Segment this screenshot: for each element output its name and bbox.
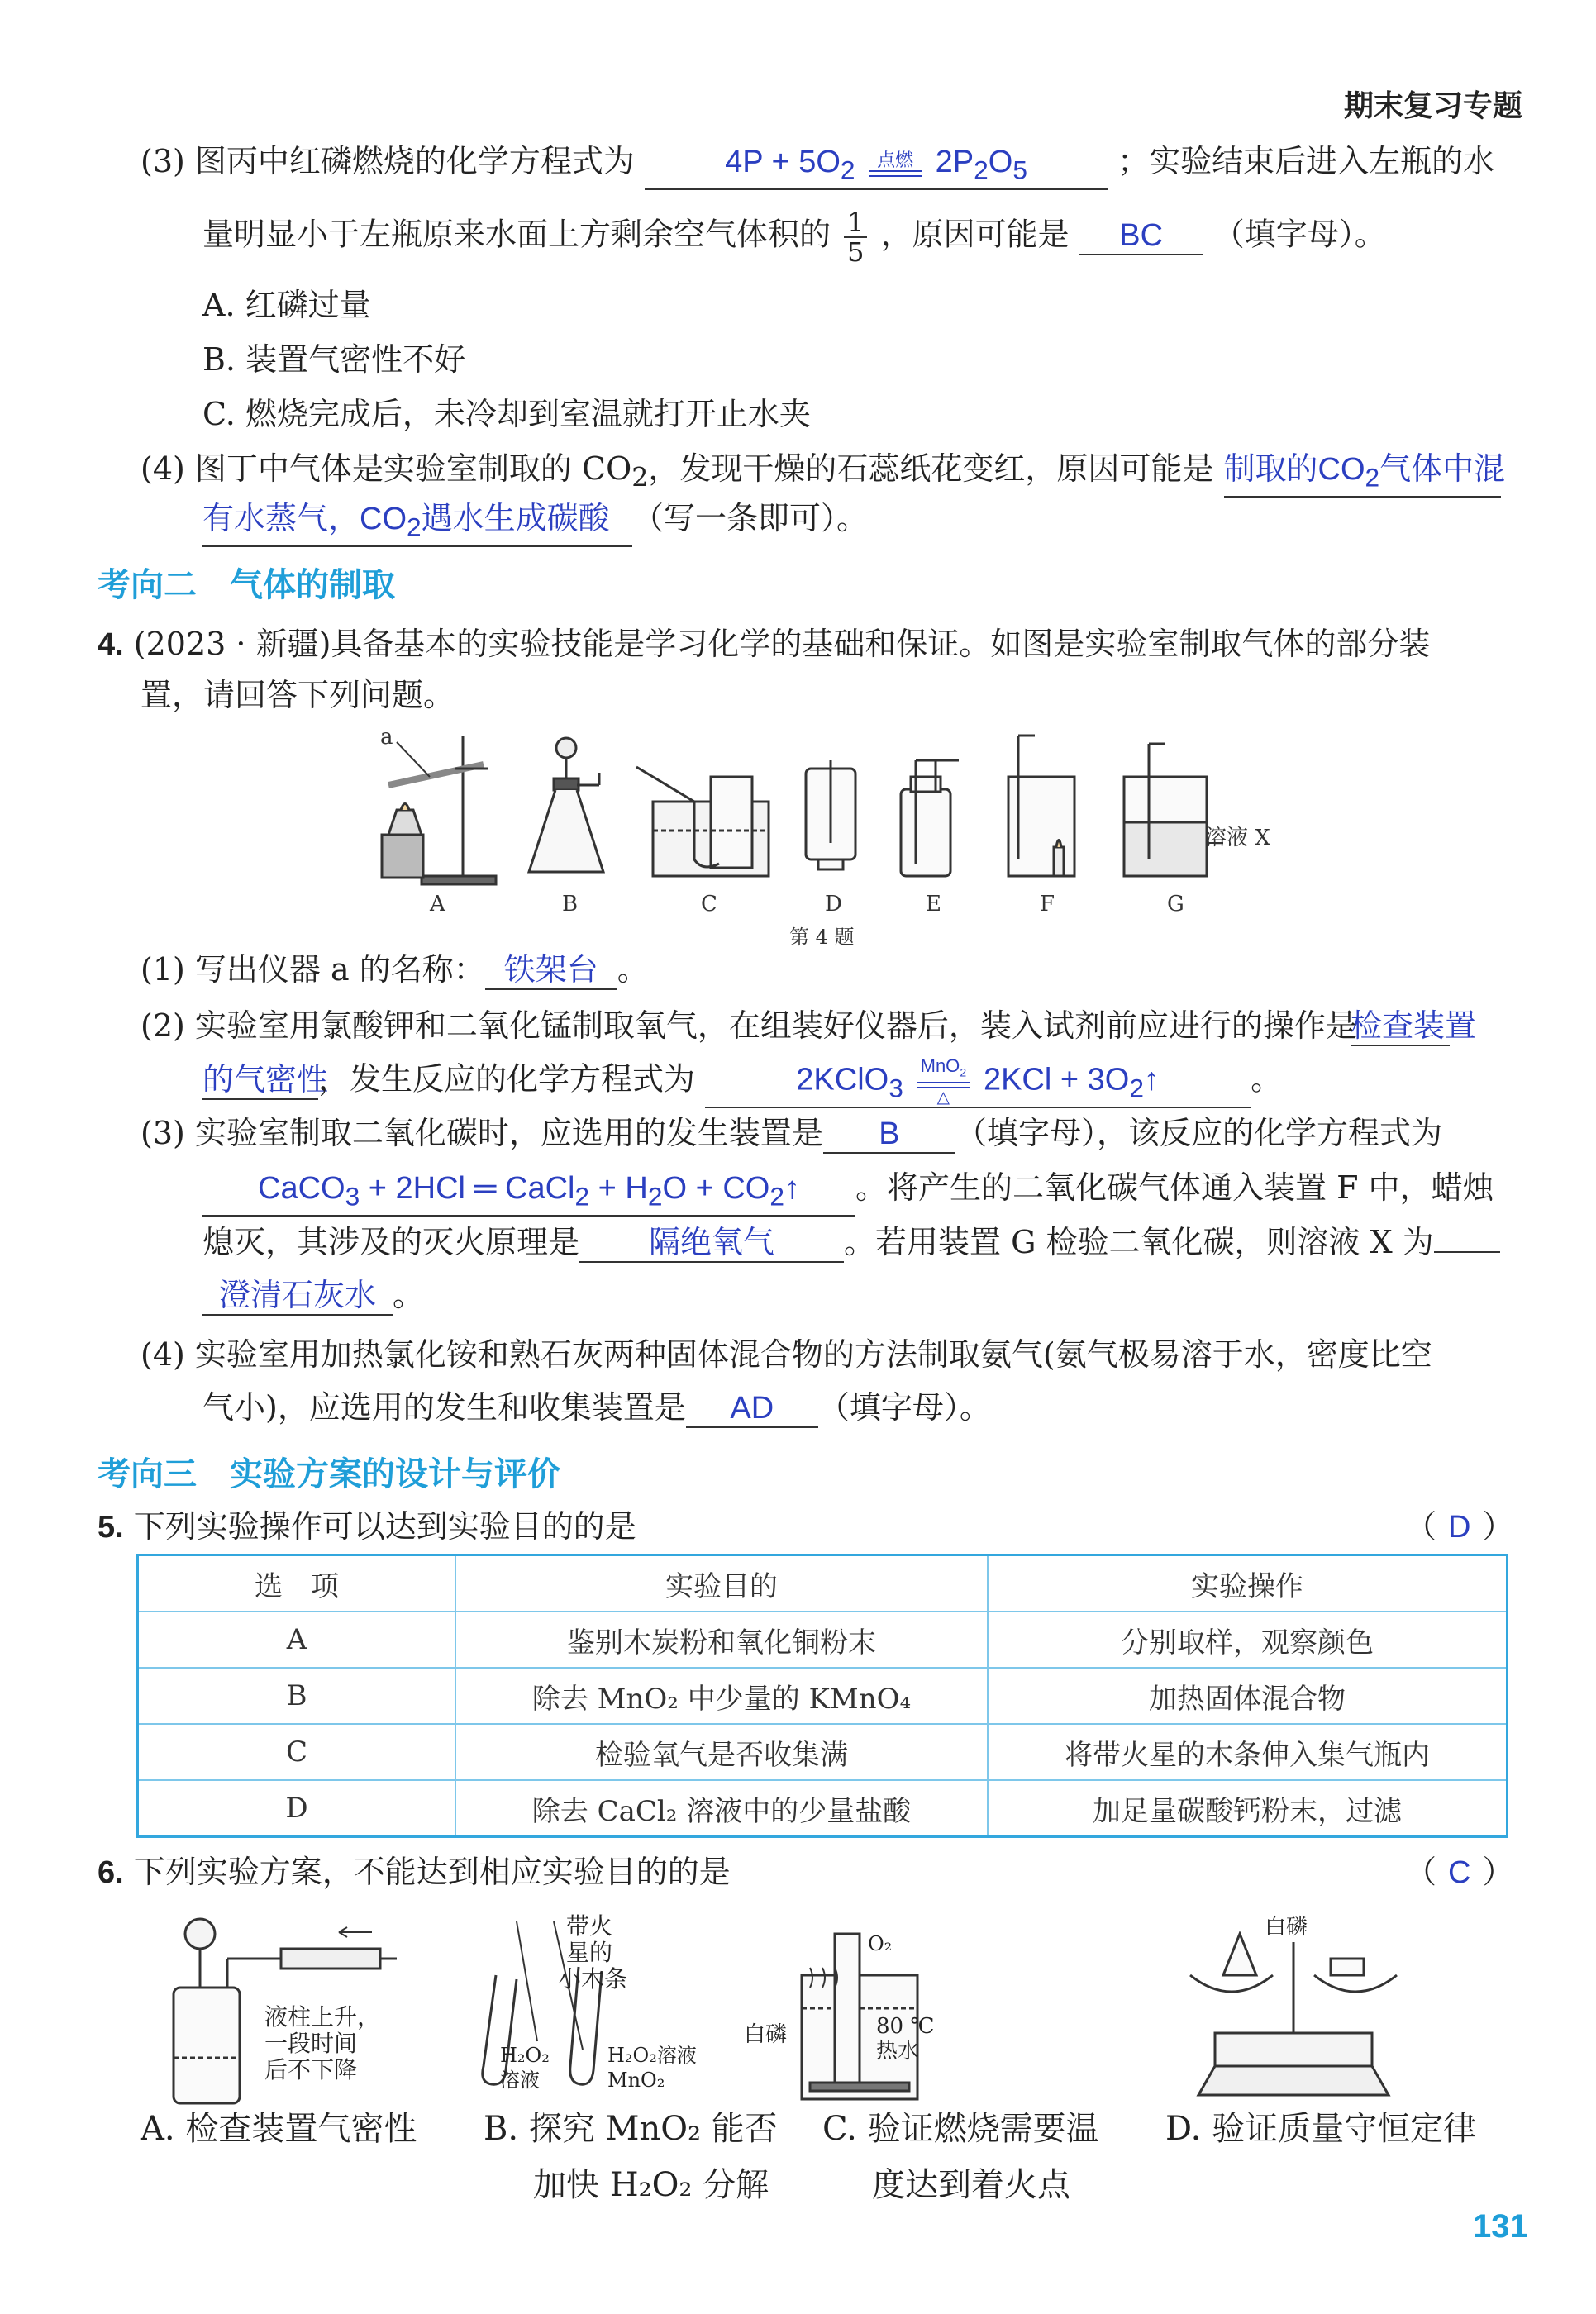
eq-sub2: 2 [974, 155, 989, 185]
apparatus-b [529, 738, 603, 872]
q3-option-a: A. 红磷过量 [202, 287, 371, 323]
apparatus-a [380, 727, 496, 884]
table-cell: C [138, 1724, 456, 1780]
q4-number: 4. [98, 627, 124, 662]
q4-p3-end: 。 [393, 1277, 425, 1313]
figure-label-b: B [562, 892, 579, 917]
q4-p4-label: (4) [141, 1336, 185, 1373]
figure-caption: 第 4 题 [789, 926, 855, 949]
q3-part4-label: (4) [141, 450, 185, 487]
hcl-cacl: + 2HCl ═ CaCl [360, 1171, 575, 1206]
o2-sub: 2 [1129, 1073, 1144, 1103]
figB-left-1: H₂O₂ [500, 2044, 550, 2067]
figB-right-2: MnO₂ [607, 2069, 665, 2092]
q4-p1-label: (1) [141, 951, 185, 988]
q4-p3-text5: 。若用装置 G 检验二氧化碳，则溶液 X 为 [844, 1224, 1434, 1260]
kclo3-sub: 3 [889, 1073, 903, 1103]
q4-p3-text3: 。将产生的二氧化碳气体通入装置 F 中，蜡烛 [855, 1169, 1494, 1206]
q3-part4-text1: 图丁中气体是实验室制取的 CO [194, 450, 632, 487]
figure-label-solution-x: 溶液 X [1205, 826, 1270, 850]
figure-label-g: G [1167, 892, 1184, 917]
bracket-right: ） [1482, 1854, 1514, 1890]
q4-part3-line2 [202, 1165, 1494, 1217]
q3-part4-sub: 2 [631, 463, 649, 493]
q4-part4-line1 [141, 1332, 1432, 1377]
eq-left: 4P + 5O [725, 145, 841, 179]
figure-d-balance [1190, 1934, 1397, 2095]
heat-sign: △ [936, 1088, 950, 1107]
figure-label-a: A [430, 892, 445, 917]
q6-option-a: A. 检查装置气密性 [141, 2110, 417, 2148]
q4-part3-answer3: 澄清石灰水 [202, 1278, 393, 1316]
q6-option-c-line2: 度达到着火点 [872, 2166, 1070, 2204]
table-cell: B [138, 1668, 456, 1724]
q4-p3-label: (3) [141, 1115, 185, 1151]
h2-sub: 2 [647, 1181, 663, 1212]
figB-right-1: H₂O₂溶液 [607, 2044, 697, 2067]
eq-condition [869, 150, 922, 177]
apparatus-d [806, 760, 855, 869]
table-cell: 加热固体混合物 [988, 1668, 1508, 1724]
section-title-gas-preparation: 考向二 气体的制取 [98, 567, 395, 603]
q6-figures [149, 1909, 1537, 2116]
figC-water: 热水 [876, 2039, 920, 2064]
table-cell: D [138, 1780, 456, 1837]
figA-text-2: 一段时间 [264, 2030, 358, 2057]
apparatus-c [636, 767, 769, 876]
q4-part4-answer: AD [686, 1390, 818, 1428]
table-header-operation: 实验操作 [988, 1555, 1508, 1612]
q3-line2a: 量明显小于左瓶原来水面上方剩余空气体积的 [202, 216, 831, 253]
q4-p3-text4: 熄灭，其涉及的灭火原理是 [202, 1224, 580, 1260]
q6-option-b-line2: 加快 H₂O₂ 分解 [533, 2166, 769, 2204]
q3-part3-text2: ；实验结束后进入左瓶的水 [1117, 143, 1495, 179]
q6-option-d: D. 验证质量守恒定律 [1165, 2110, 1477, 2148]
q3-line2b: ，原因可能是 [880, 216, 1070, 253]
q4-part2-answer-b: 的气密性 [202, 1062, 318, 1100]
co2-sub: 2 [769, 1181, 784, 1212]
table-row [138, 1612, 1508, 1668]
q3-part3-line1 [141, 139, 1494, 190]
kclo3: 2KClO [796, 1062, 889, 1097]
bracket-left: （ [1405, 1508, 1437, 1545]
figure-label-d: D [825, 892, 842, 917]
figC-temp: 80 ℃ [876, 2014, 935, 2039]
q4-apparatus-figure [364, 727, 1289, 950]
q5-number: 5. [98, 1510, 124, 1545]
q4-p3-text: 实验室制取二氧化碳时，应选用的发生装置是 [194, 1115, 823, 1151]
figB-top-2: 星的 [566, 1939, 613, 1966]
gas-arrow: ↑ [1143, 1062, 1160, 1097]
ans-d: 遇水生成碳酸 [421, 502, 610, 536]
table-cell: 将带火星的木条伸入集气瓶内 [988, 1724, 1508, 1780]
q4-p4-text2: 气小)，应选用的发生和收集装置是 [202, 1389, 686, 1426]
eq-right: 2P [935, 145, 974, 179]
table-header-row [138, 1555, 1508, 1612]
ans-b: 气体中混 [1379, 452, 1506, 487]
q3-part4-answer-b [202, 501, 632, 547]
figC-o2: O₂ [868, 1932, 893, 1955]
q4-part1 [141, 947, 649, 992]
figD-phosphorus: 白磷 [1265, 1915, 1308, 1940]
apparatus-f [1008, 736, 1074, 876]
q6-option-b-line1: B. 探究 MnO₂ 能否 [484, 2110, 778, 2148]
q6-stem-text: 下列实验方案，不能达到相应实验目的的是 [133, 1854, 731, 1890]
figure-label-a-instrument: a [380, 727, 393, 750]
q4-part2-line1 [141, 1003, 1477, 1048]
ans-c-sub: 2 [407, 512, 422, 542]
q6-option-c-line1: C. 验证燃烧需要温 [822, 2110, 1099, 2148]
table-cell: 加足量碳酸钙粉末，过滤 [988, 1780, 1508, 1837]
table-cell: 除去 CaCl₂ 溶液中的少量盐酸 [455, 1780, 988, 1837]
q3-part3-label: (3) [141, 143, 185, 179]
caco3-sub: 3 [345, 1181, 360, 1212]
q4-part3-line1 [141, 1111, 1442, 1155]
eq-sub3: 5 [1012, 155, 1027, 185]
ans-a: 制取的CO [1223, 452, 1365, 487]
q4-part3-line3 [202, 1220, 1500, 1264]
eq-bar [869, 170, 922, 177]
figB-top-1: 带火 [566, 1912, 613, 1940]
table-cell: 鉴别木炭粉和氧化铜粉末 [455, 1612, 988, 1668]
q3-option-b: B. 装置气密性不好 [202, 341, 466, 378]
figC-phosphorus: 白磷 [744, 2022, 788, 2047]
q4-part3-answer2: 隔绝氧气 [579, 1225, 844, 1263]
table-cell: 分别取样，观察颜色 [988, 1612, 1508, 1668]
caco3: CaCO [258, 1171, 345, 1206]
figB-left-2: 溶液 [500, 2069, 540, 2092]
q6-number: 6. [98, 1855, 124, 1890]
eq-o: O [988, 145, 1013, 179]
q4-p2-text: 实验室用氯酸钾和二氧化锰制取氧气，在组装好仪器后，装入试剂前应进行的操作是 [194, 1007, 1357, 1044]
cacl2-sub: 2 [574, 1181, 590, 1212]
blank-tail [1434, 1251, 1500, 1253]
mno2-sub: 2 [960, 1065, 967, 1079]
q5-answer: D [1448, 1510, 1471, 1545]
q5-answer-bracket [1405, 1504, 1513, 1550]
q4-part3-line4 [202, 1273, 424, 1317]
q5-stem [98, 1504, 636, 1550]
q4-part4-line2 [202, 1385, 991, 1430]
q4-stem-line2: 置，请回答下列问题。 [141, 677, 455, 713]
ans-a-sub: 2 [1365, 462, 1380, 493]
q4-p1-end: 。 [617, 951, 649, 988]
q6-answer-bracket [1405, 1850, 1513, 1895]
q3-part4-line2 [202, 496, 868, 547]
q4-stem-line1 [98, 621, 1430, 667]
q3-part3-text1: 图丙中红磷燃烧的化学方程式为 [194, 143, 635, 179]
q3-option-c: C. 燃烧完成后，未冷却到室温就打开止水夹 [202, 396, 811, 432]
figure-label-f: F [1040, 892, 1055, 917]
frac-den: 5 [847, 236, 865, 268]
q5-table [136, 1554, 1508, 1838]
q4-p1-text: 写出仪器 a 的名称： [194, 951, 485, 988]
q4-part2-answer-a: 检查装置 [1351, 1008, 1450, 1046]
table-row [138, 1668, 1508, 1724]
figure-label-c: C [701, 892, 717, 917]
figA-text-3: 后不下降 [264, 2056, 358, 2083]
q3-part3-answer-eq [645, 144, 1108, 190]
q3-part4-text2: ，发现干燥的石蕊纸花变红，原因可能是 [648, 450, 1214, 487]
q4-p2-label: (2) [141, 1007, 185, 1044]
q3-part3-line2 [202, 208, 1386, 266]
q3-part4-text3: （写一条即可）。 [632, 500, 869, 536]
bracket-right: ） [1482, 1508, 1514, 1545]
gas-arrow2: ↑ [784, 1171, 800, 1206]
bracket-left: （ [1405, 1854, 1437, 1890]
ans-c: 有水蒸气，CO [202, 502, 407, 536]
eq-catalyst [917, 1056, 970, 1107]
figA-text-1: 液柱上升， [264, 2003, 381, 2031]
q3-part4-line1 [141, 446, 1506, 501]
q6-answer: C [1448, 1855, 1471, 1890]
table-header-purpose: 实验目的 [455, 1555, 988, 1612]
page-header-title: 期末复习专题 [1344, 88, 1523, 122]
figure-label-e: E [926, 892, 941, 917]
fraction-one-fifth [844, 208, 867, 266]
apparatus-e [901, 760, 959, 876]
table-cell: A [138, 1612, 456, 1668]
figB-top-3: 小木条 [558, 1965, 628, 1993]
table-cell: 除去 MnO₂ 中少量的 KMnO₄ [455, 1668, 988, 1724]
o-co: O + CO [662, 1171, 770, 1206]
q4-part3-answer: B [823, 1116, 955, 1154]
q4-p4-end: （填字母）。 [817, 1389, 991, 1426]
q4-part2-line2 [202, 1056, 1282, 1108]
q3-part3-answer2: BC [1079, 217, 1203, 255]
eq-cond-text: 点燃 [877, 149, 914, 170]
q5-stem-text: 下列实验操作可以达到实验目的的是 [133, 1508, 636, 1545]
table-cell: 检验氧气是否收集满 [455, 1724, 988, 1780]
page-number: 131 [1473, 2208, 1528, 2245]
q3-part4-answer-a [1223, 451, 1506, 498]
q4-p4-text: 实验室用加热氯化铵和熟石灰两种固体混合物的方法制取氨气(氨气极易溶于水，密度比空 [194, 1336, 1432, 1373]
table-row [138, 1724, 1508, 1780]
apparatus-g [1124, 744, 1270, 876]
kcl-o2: 2KCl + 3O [983, 1062, 1130, 1097]
table-row [138, 1780, 1508, 1837]
table-header-option: 选 项 [138, 1555, 456, 1612]
frac-num: 1 [844, 208, 867, 238]
q4-p2-end: 。 [1251, 1060, 1283, 1097]
h2: + H [589, 1171, 648, 1206]
q6-stem [98, 1850, 731, 1895]
eq-sub1: 2 [840, 155, 855, 185]
q4-part3-equation [202, 1170, 855, 1217]
eq-bar2 [917, 1082, 970, 1088]
q3-line2c: （填字母）。 [1212, 216, 1386, 253]
q4-stem1: (2023 · 新疆)具备基本的实验技能是学习化学的基础和保证。如图是实验室制取气体的部分装 [133, 626, 1431, 662]
q4-p2-text2: ，发生反应的化学方程式为 [318, 1060, 696, 1097]
q4-part1-answer: 铁架台 [485, 952, 617, 990]
q4-part2-equation [705, 1056, 1251, 1108]
q4-p3-text2: （填字母），该反应的化学方程式为 [955, 1115, 1442, 1151]
mno2: MnO [920, 1055, 960, 1076]
section-title-experiment-design: 考向三 实验方案的设计与评价 [98, 1456, 560, 1493]
